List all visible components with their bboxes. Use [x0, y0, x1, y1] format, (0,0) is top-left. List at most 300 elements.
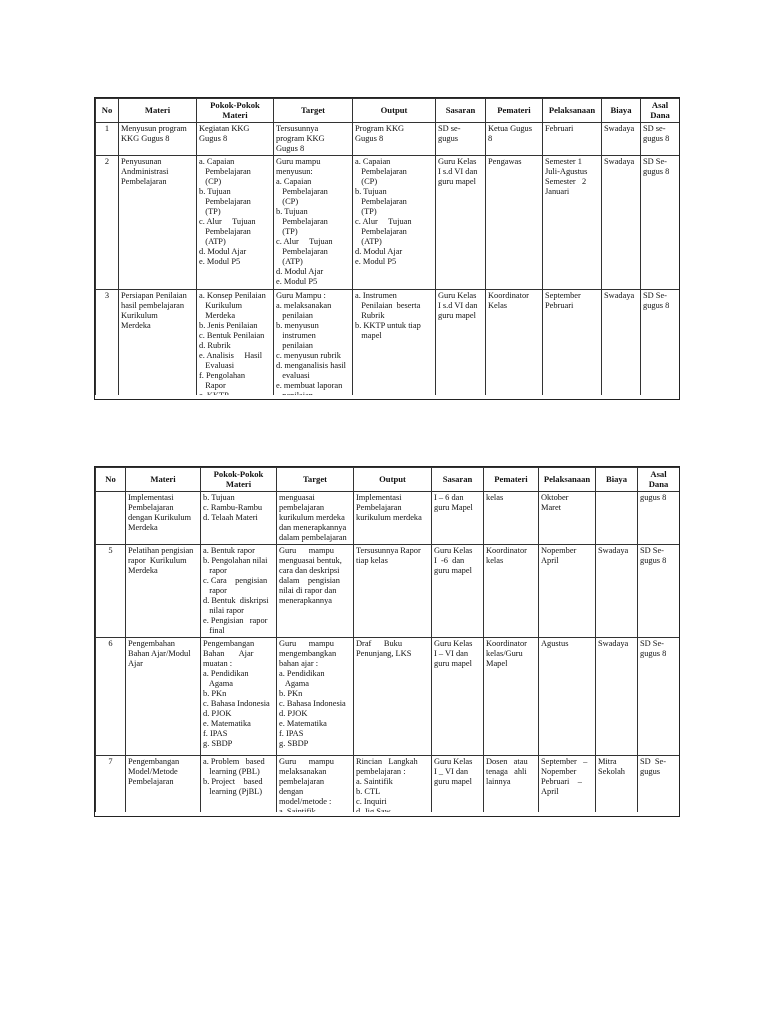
target-cell	[277, 756, 354, 818]
cell-text-line: (CP)	[199, 177, 222, 186]
asal-dana-cell	[638, 492, 680, 545]
biaya-cell	[602, 123, 641, 156]
cell-text-line: Pelatihan pengisian	[128, 546, 194, 555]
cell-text-line: c. Alur Tujuan	[355, 217, 412, 226]
cell-text-line: guru mapel	[438, 311, 476, 320]
table-row	[96, 638, 680, 756]
header-cell: Output	[354, 468, 432, 492]
cell-text-line: Guru mampu	[279, 546, 334, 555]
cell-text-line: Maret	[541, 503, 561, 512]
row-number-cell	[96, 492, 126, 545]
cell-text-line: bahan ajar :	[279, 659, 319, 668]
header-cell: No	[96, 99, 119, 123]
cell-text-line: gugus	[640, 767, 661, 776]
cell-text-line: Nopember	[541, 546, 577, 555]
cell-text-line: Pembelajaran	[199, 227, 251, 236]
cell-text-line: d. Modul Ajar	[276, 267, 324, 276]
cell-text-line: Ajar	[128, 659, 143, 668]
cell-text-line: a. melaksanakan	[276, 301, 332, 310]
materi-cell	[126, 545, 201, 638]
cell-text-line: Menyusun program	[121, 124, 187, 133]
cell-text-line: b. CTL	[356, 787, 381, 796]
table-row	[96, 290, 680, 401]
cell-text-line: f. Pengolahan	[199, 371, 246, 380]
cell-text-line: c. Inquiri	[356, 797, 387, 806]
cell-text-line: Ketua Gugus	[488, 124, 532, 133]
cell-text-line: Draf Buku	[356, 639, 403, 648]
cell-text-line: program KKG	[276, 134, 325, 143]
cell-text-line: d. menganalisis hasil	[276, 361, 347, 370]
cell-text-line: Pembelajaran	[355, 227, 407, 236]
cell-text-line: 8	[488, 134, 493, 143]
pemateri-cell	[484, 638, 539, 756]
cell-text-line: Penunjang, LKS	[356, 649, 412, 658]
cell-text-line: Pembelajaran	[199, 197, 251, 206]
cell-text-line: (CP)	[355, 177, 378, 186]
cell-text-line: learning (PBL)	[203, 767, 260, 776]
cell-text-line: e. membuat laporan	[276, 381, 343, 390]
cell-text-line: Pembelajaran	[276, 247, 328, 256]
cell-text-line: Pembelajaran	[355, 167, 407, 176]
cell-text-line: final	[203, 626, 225, 635]
cell-text-line: b. Jenis Penilaian	[199, 321, 258, 330]
cell-text-line: d. PJOK	[203, 709, 232, 718]
cell-text-line: e. Analisis Hasil	[199, 351, 263, 360]
cell-text-line: dalam pembelajaran	[279, 533, 347, 542]
cell-text-line: b. Pengolahan nilai	[203, 556, 268, 565]
asal-dana-cell	[641, 156, 680, 290]
cell-text-line: c. Bahasa Indonesia	[279, 699, 346, 708]
cell-text-line: d. Rubrik	[199, 341, 231, 350]
cell-text-line: Koordinator	[488, 291, 529, 300]
cell-text-line: d. Bentuk diskripsi	[203, 596, 269, 605]
cell-text-line: Bahan Ajar/Modul	[128, 649, 191, 658]
pokok-materi-cell	[201, 638, 277, 756]
header-cell: Pemateri	[484, 468, 539, 492]
cell-text-line: c. Alur Tujuan	[276, 237, 333, 246]
pokok-materi-cell	[201, 492, 277, 545]
cell-text-line: rapor Kurikulum	[128, 556, 187, 565]
cell-text-line: kelas	[486, 493, 504, 502]
cell-text-line: Model/Metode	[128, 767, 178, 776]
cell-text-line: SD Se-	[640, 639, 664, 648]
cell-text-line: f. IPAS	[279, 729, 304, 738]
cell-text-line: evaluasi	[276, 371, 310, 380]
output-cell	[354, 492, 432, 545]
cell-text-line: menyusun:	[276, 167, 313, 176]
cell-text-line: g. SBDP	[279, 739, 309, 748]
pemateri-cell	[484, 492, 539, 545]
target-cell	[274, 123, 353, 156]
cell-text-line: Guru Kelas	[438, 291, 477, 300]
biaya-cell	[602, 290, 641, 401]
biaya-cell	[596, 545, 638, 638]
cell-text-line: hasil pembelajaran	[121, 301, 185, 310]
cell-text-line: Persiapan Penilaian	[121, 291, 187, 300]
cell-text-line: guru mapel	[434, 777, 472, 786]
cell-text-line: Penyusunan	[121, 157, 162, 166]
header-cell: Biaya	[602, 99, 641, 123]
header-cell: Materi	[119, 99, 197, 123]
cell-text-line: Pengembangan	[128, 757, 180, 766]
cell-text-line: e. Modul P5	[199, 257, 241, 266]
header-cell: Pelaksanaan	[543, 99, 602, 123]
cell-text-line: I _ VI dan	[434, 767, 469, 776]
cell-text-line: e. Pengisian rapor	[203, 616, 268, 625]
cell-text-line: e. Modul P5	[276, 277, 318, 286]
cell-text-line: Pengembahan	[128, 639, 175, 648]
target-cell	[274, 290, 353, 401]
cell-text-line: I s.d VI dan	[438, 301, 478, 310]
asal-dana-cell	[638, 545, 680, 638]
cell-text-line: Gugus 8	[355, 134, 384, 143]
header-cell: Pokok-Pokok Materi	[197, 99, 274, 123]
cell-text-line: dan menerapkannya	[279, 523, 347, 532]
cell-text-line: d. Telaah Materi	[203, 513, 258, 522]
cell-text-line: penilaian	[276, 311, 313, 320]
header-cell: Target	[277, 468, 354, 492]
cell-text-line: Guru mampu	[276, 157, 321, 166]
header-cell: Asal Dana	[638, 468, 680, 492]
cell-text-line: Swadaya	[604, 291, 635, 300]
asal-dana-cell	[641, 123, 680, 156]
pelaksanaan-cell	[539, 638, 596, 756]
cell-text-line: Pebruari	[545, 301, 574, 310]
output-cell	[353, 290, 436, 401]
cell-text-line: Semester 1	[545, 157, 582, 166]
cell-text-line: a. Capaian	[355, 157, 391, 166]
target-cell	[277, 545, 354, 638]
biaya-cell	[596, 638, 638, 756]
header-cell: Materi	[126, 468, 201, 492]
biaya-cell	[596, 492, 638, 545]
cell-text-line: SD se-	[643, 124, 666, 133]
cell-text-line: Dosen atau	[486, 757, 528, 766]
pelaksanaan-cell	[543, 290, 602, 401]
cell-text-line: Rubrik	[355, 311, 385, 320]
output-cell	[353, 123, 436, 156]
target-cell	[274, 156, 353, 290]
cell-text-line: kelas	[486, 556, 504, 565]
cell-text-line: I s.d VI dan	[438, 167, 478, 176]
cell-text-line: Implementasi	[128, 493, 174, 502]
sasaran-cell	[436, 290, 486, 401]
cell-text-line: September –	[541, 757, 588, 766]
output-cell	[354, 638, 432, 756]
pemateri-cell	[486, 123, 543, 156]
cell-text-line: Sekolah	[598, 767, 625, 776]
header-cell: Pemateri	[486, 99, 543, 123]
cell-text-line: model/metode :	[279, 797, 332, 806]
cell-text-line: c. Rambu-Rambu	[203, 503, 263, 512]
table-fragment-bottom	[94, 466, 680, 817]
pelaksanaan-cell	[543, 123, 602, 156]
output-cell	[354, 545, 432, 638]
cell-text-line: Agustus	[541, 639, 569, 648]
cell-text-line: gugus 8	[640, 649, 667, 658]
cell-text-line: mapel	[355, 331, 382, 340]
cell-text-line: menerapkannya	[279, 596, 333, 605]
cell-text-line: e. Modul P5	[355, 257, 397, 266]
cell-text-line: gugus 8	[643, 134, 670, 143]
cell-text-line: Program KKG	[355, 124, 405, 133]
cell-text-line: Agama	[203, 679, 234, 688]
header-cell: Output	[353, 99, 436, 123]
cell-text-line: Pembelajaran	[121, 177, 167, 186]
cell-text-line: Guru Kelas	[438, 157, 477, 166]
cell-text-line: Koordinator	[486, 639, 527, 648]
cell-text-line: penilaian	[276, 341, 313, 350]
cell-text-line: lainnya	[486, 777, 511, 786]
cell-text-line: gugus 8	[640, 556, 667, 565]
asal-dana-cell	[638, 638, 680, 756]
cell-text-line: kelas/Guru	[486, 649, 523, 658]
cell-text-line: b. Tujuan	[276, 207, 308, 216]
pokok-materi-cell	[201, 545, 277, 638]
cell-text-line: b. menyusun	[276, 321, 319, 330]
table-row	[96, 756, 680, 818]
cell-text-line: gugus 8	[643, 167, 670, 176]
asal-dana-cell	[641, 290, 680, 401]
cell-text-line: Koordinator	[486, 546, 527, 555]
cell-text-line: Penilaian beserta	[355, 301, 421, 310]
cell-text-line: Mapel	[486, 659, 508, 668]
cell-text-line: d. Modul Ajar	[199, 247, 247, 256]
table-row	[96, 123, 680, 156]
table-row	[96, 156, 680, 290]
cell-text-line: dengan	[279, 787, 304, 796]
cell-text-line: gugus	[438, 134, 459, 143]
cell-text-line: menguasai bentuk,	[279, 556, 342, 565]
pemateri-cell	[486, 156, 543, 290]
cell-text-line: d. Modul Ajar	[355, 247, 403, 256]
pemateri-cell	[486, 290, 543, 401]
table-row	[96, 545, 680, 638]
cell-text-line: nilai di rapor dan	[279, 586, 337, 595]
row-number-cell: 1	[96, 123, 119, 156]
sasaran-cell	[432, 756, 484, 818]
cell-text-line: SD Se-	[643, 157, 667, 166]
sasaran-cell	[432, 545, 484, 638]
asal-dana-cell	[638, 756, 680, 818]
cell-text-line: Oktober	[541, 493, 569, 502]
cell-text-line: Implementasi	[356, 493, 402, 502]
biaya-cell	[596, 756, 638, 818]
header-cell: Sasaran	[436, 99, 486, 123]
header-cell: Sasaran	[432, 468, 484, 492]
cell-text-line: b. Tujuan	[355, 187, 387, 196]
cell-text-line: b. Tujuan	[203, 493, 235, 502]
cell-text-line: kurikulum merdeka	[279, 513, 345, 522]
sasaran-cell	[436, 156, 486, 290]
pelaksanaan-cell	[539, 756, 596, 818]
cell-text-line: Pembelajaran	[355, 197, 407, 206]
cell-text-line: (TP)	[355, 207, 377, 216]
cell-text-line: guru mapel	[434, 659, 472, 668]
cell-text-line: I – VI dan	[434, 649, 469, 658]
cell-text-line: I -6 dan	[434, 556, 465, 565]
page-cut-edge	[95, 812, 679, 816]
cell-text-line: rapor	[203, 586, 227, 595]
cell-text-line: instrumen	[276, 331, 316, 340]
target-cell	[277, 492, 354, 545]
materi-cell	[119, 123, 197, 156]
cell-text-line: (ATP)	[199, 237, 226, 246]
row-number-cell: 7	[96, 756, 126, 818]
cell-text-line: (TP)	[276, 227, 298, 236]
cell-text-line: SD Se-	[640, 546, 664, 555]
cell-text-line: pembelajaran	[279, 503, 325, 512]
cell-text-line: tiap kelas	[356, 556, 388, 565]
cell-text-line: b. PKn	[279, 689, 303, 698]
pokok-materi-cell	[197, 290, 274, 401]
row-number-cell: 6	[96, 638, 126, 756]
cell-text-line: Pembelajaran	[276, 217, 328, 226]
sasaran-cell	[436, 123, 486, 156]
materi-cell	[119, 156, 197, 290]
cell-text-line: Juli-Agustus	[545, 167, 588, 176]
pokok-materi-cell	[197, 156, 274, 290]
cell-text-line: c. Cara pengisian	[203, 576, 268, 585]
cell-text-line: guru Mapel	[434, 503, 473, 512]
cell-text-line: Pembelajaran	[356, 503, 402, 512]
cell-text-line: Pembelajaran	[199, 167, 251, 176]
cell-text-line: nilai rapor	[203, 606, 244, 615]
cell-text-line: gugus 8	[643, 301, 670, 310]
cell-text-line: g. SBDP	[203, 739, 233, 748]
cell-text-line: menguasai	[279, 493, 315, 502]
cell-text-line: a. Pendidikan	[279, 669, 325, 678]
cell-text-line: pembelajaran :	[356, 767, 406, 776]
cell-text-line: Bahan Ajar	[203, 649, 254, 658]
cell-text-line: e. Matematika	[203, 719, 251, 728]
table-header-row	[96, 468, 680, 492]
pokok-materi-cell	[197, 123, 274, 156]
cell-text-line: Swadaya	[598, 546, 629, 555]
materi-cell	[126, 638, 201, 756]
target-cell	[277, 638, 354, 756]
cell-text-line: kurikulum merdeka	[356, 513, 422, 522]
row-number-cell: 5	[96, 545, 126, 638]
program-table-1	[95, 98, 680, 400]
cell-text-line: Pembelajaran	[276, 187, 328, 196]
pelaksanaan-cell	[539, 545, 596, 638]
pelaksanaan-cell	[543, 156, 602, 290]
cell-text-line: b. KKTP untuk tiap	[355, 321, 421, 330]
cell-text-line: April	[541, 787, 559, 796]
table-fragment-top	[94, 97, 680, 400]
cell-text-line: Guru mampu	[279, 757, 334, 766]
cell-text-line: guru mapel	[438, 177, 476, 186]
cell-text-line: Andministrasi	[121, 167, 169, 176]
cell-text-line: Gugus 8	[199, 134, 228, 143]
cell-text-line: a. Saintifik	[356, 777, 393, 786]
cell-text-line: guru mapel	[434, 566, 472, 575]
cell-text-line: September	[545, 291, 581, 300]
table-row	[96, 492, 680, 545]
cell-text-line: muatan :	[203, 659, 233, 668]
cell-text-line: Kelas	[488, 301, 508, 310]
sasaran-cell	[432, 492, 484, 545]
cell-text-line: (CP)	[276, 197, 299, 206]
cell-text-line: Tersusunnya	[276, 124, 319, 133]
cell-text-line: Agama	[279, 679, 310, 688]
cell-text-line: a. Capaian	[276, 177, 312, 186]
cell-text-line: c. menyusun rubrik	[276, 351, 341, 360]
cell-text-line: Pembelajaran	[128, 503, 174, 512]
cell-text-line: (ATP)	[355, 237, 382, 246]
pelaksanaan-cell	[539, 492, 596, 545]
cell-text-line: SD Se-	[640, 757, 667, 766]
cell-text-line: Nopember	[541, 767, 577, 776]
cell-text-line: a. Instrumen	[355, 291, 397, 300]
cell-text-line: Pengawas	[488, 157, 522, 166]
cell-text-line: c. Alur Tujuan	[199, 217, 256, 226]
cell-text-line: cara dan deskripsi	[279, 566, 340, 575]
cell-text-line: (TP)	[199, 207, 221, 216]
cell-text-line: Merdeka	[128, 566, 158, 575]
cell-text-line: Guru mampu	[279, 639, 334, 648]
cell-text-line: Pembelajaran	[128, 777, 174, 786]
cell-text-line: Semester 2	[545, 177, 587, 186]
cell-text-line: Kurikulum	[199, 301, 243, 310]
header-cell: Asal Dana	[641, 99, 680, 123]
cell-text-line: Rapor	[199, 381, 226, 390]
pemateri-cell	[484, 756, 539, 818]
cell-text-line: a. Konsep Penilaian	[199, 291, 266, 300]
cell-text-line: Januari	[545, 187, 570, 196]
cell-text-line: b. Project based	[203, 777, 263, 786]
cell-text-line: mengembangkan	[279, 649, 337, 658]
cell-text-line: I – 6 dan	[434, 493, 464, 502]
page-cut-edge	[95, 395, 679, 399]
cell-text-line: gugus 8	[640, 493, 667, 502]
cell-text-line: Merdeka	[128, 523, 158, 532]
cell-text-line: a. Bentuk rapor	[203, 546, 255, 555]
cell-text-line: Tersusunnya Rapor	[356, 546, 421, 555]
cell-text-line: Merdeka	[121, 321, 151, 330]
cell-text-line: dengan Kurikulum	[128, 513, 192, 522]
cell-text-line: Pebruari –	[541, 777, 582, 786]
cell-text-line: SD Se-	[643, 291, 667, 300]
cell-text-line: melaksanakan	[279, 767, 327, 776]
cell-text-line: Rincian Langkah	[356, 757, 418, 766]
materi-cell	[126, 756, 201, 818]
row-number-cell: 2	[96, 156, 119, 290]
cell-text-line: d. PJOK	[279, 709, 308, 718]
row-number-cell: 3	[96, 290, 119, 401]
cell-text-line: Guru Mampu :	[276, 291, 326, 300]
cell-text-line: b. Tujuan	[199, 187, 231, 196]
cell-text-line: c. Bahasa Indonesia	[203, 699, 270, 708]
cell-text-line: SD se-	[438, 124, 461, 133]
cell-text-line: e. Matematika	[279, 719, 327, 728]
cell-text-line: Swadaya	[598, 639, 629, 648]
header-cell: Pelaksanaan	[539, 468, 596, 492]
cell-text-line: dalam pengisian	[279, 576, 340, 585]
cell-text-line: Pengembangan	[203, 639, 255, 648]
header-cell: No	[96, 468, 126, 492]
cell-text-line: Mitra	[598, 757, 617, 766]
cell-text-line: KKG Gugus 8	[121, 134, 170, 143]
sasaran-cell	[432, 638, 484, 756]
cell-text-line: Swadaya	[604, 157, 635, 166]
cell-text-line: (ATP)	[276, 257, 303, 266]
cell-text-line: c. Bentuk Penilaian	[199, 331, 265, 340]
cell-text-line: Kurikulum	[121, 311, 158, 320]
materi-cell	[119, 290, 197, 401]
cell-text-line: Kegiatan KKG	[199, 124, 250, 133]
